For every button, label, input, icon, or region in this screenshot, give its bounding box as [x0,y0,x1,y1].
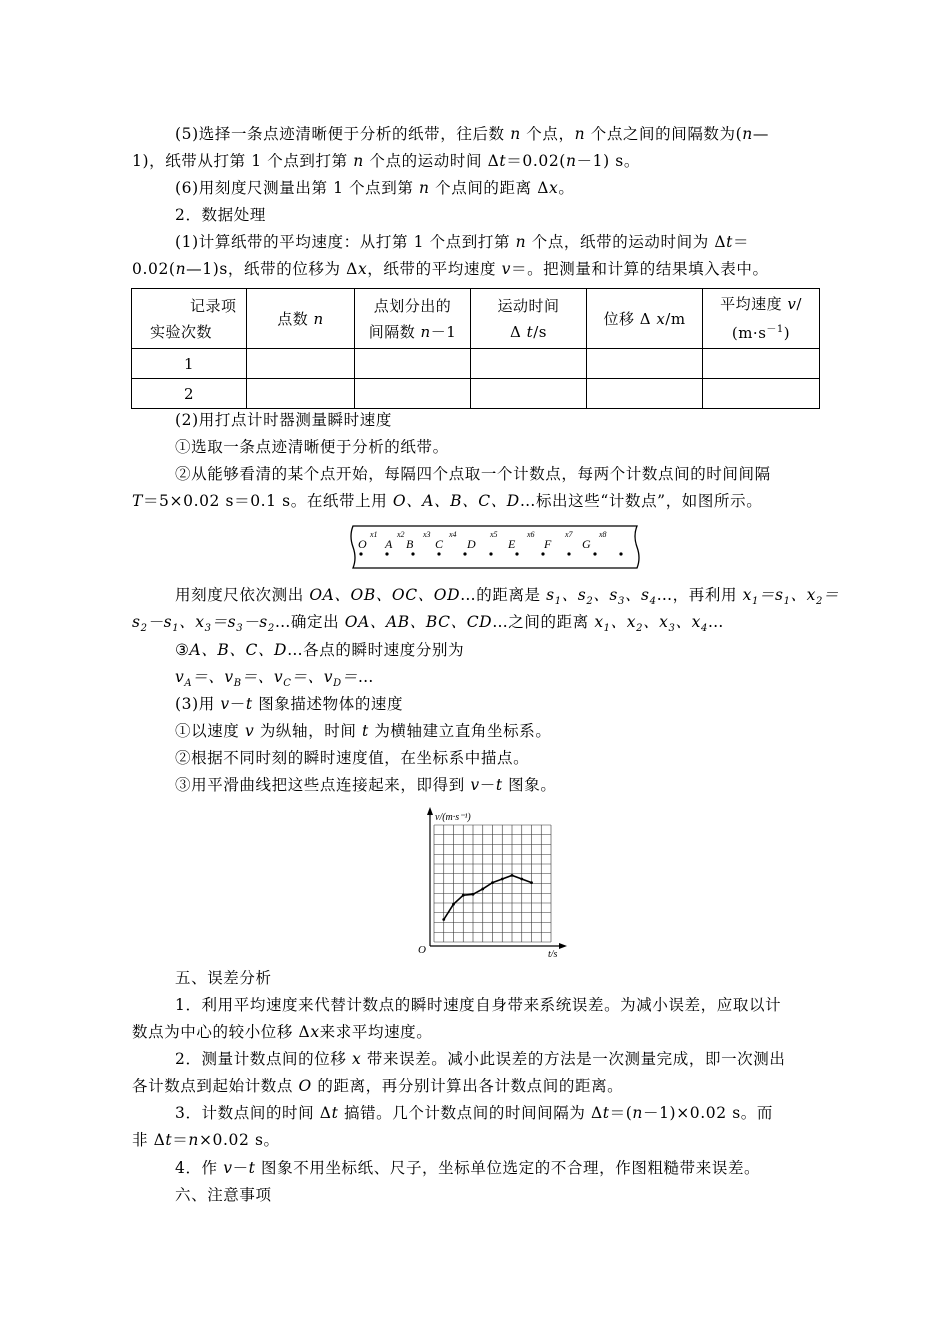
var: O [298,1077,312,1095]
text: 个点，纸带的运动时间为 Δ [526,233,727,251]
step-5-line-1 [175,124,769,144]
tape-label-G: G [582,537,591,551]
text: (3)用 [175,695,221,713]
text: － [232,1159,249,1177]
text: －1)×0.02 s。而 [642,1104,773,1122]
origin-label: O [418,944,426,956]
error-3-line-2 [132,1130,280,1150]
tape-gap-x4: x4 [449,530,457,539]
time-line-2 [471,319,586,345]
tape-gap-x7: x7 [565,530,573,539]
var: T [132,492,143,510]
x-axis-arrow [559,943,567,949]
var: v [220,695,230,713]
velocity-symbols-line [175,667,374,694]
text: 图象不用坐标纸、尺子，坐标单位选定的不合理，作图粗糙带来误差。 [255,1159,761,1177]
tape-dot [489,552,492,555]
table-header-row [132,289,820,349]
var: x [656,310,666,328]
data-point [481,888,484,891]
var: x [310,1023,320,1041]
table-corner-cell [132,289,247,349]
instant-step-2-line-1: ②从能够看清的某个点开始，每隔四个点取一个计数点，每两个计数点间的时间间隔 [175,465,771,483]
text: ③ [175,641,190,659]
text: / [796,295,802,313]
text: 非 Δ [132,1131,166,1149]
text: 4．作 [175,1159,224,1177]
text: 图象描述物体的速度 [252,695,404,713]
instant-step-1: ①选取一条点迹清晰便于分析的纸带。 [175,438,449,456]
tape-gap-x6: x6 [527,530,535,539]
text: ×0.02 s。 [198,1131,280,1149]
text: /s [533,322,547,341]
x-axis-label: t/s [548,949,558,960]
text: 1)，纸带从打第 1 个点到打第 [132,152,354,170]
data-point [520,878,523,881]
tape-labels [358,537,591,551]
text: ) [783,324,791,342]
text: — [752,125,769,143]
var: t [245,695,253,713]
instant-velocity-title: (2)用打点计时器测量瞬时速度 [175,411,392,429]
text: 点划分出的 [373,296,452,315]
var: n [632,1104,643,1122]
error-4-line [175,1158,760,1178]
vt-step-3 [175,775,556,795]
avg-velocity-line-1 [175,232,749,252]
x-series: $x_1$、$x_2$、$x_3$、$x_4$ [594,613,708,635]
var: t [331,1104,339,1122]
text: ＝ [733,233,750,251]
corner-bottom-label: 实验次数 [150,322,213,341]
var: n [419,179,430,197]
table-row [132,349,820,379]
velocity-symbols: $v_A=$、$v_B=$、$v_C=$、$v_D=$ [175,668,358,690]
var: n [574,125,586,143]
notes-title: 六、注意事项 [175,1186,272,1204]
text: 为纵轴，时间 [254,722,362,740]
var: t [495,776,503,794]
var: n [742,125,753,143]
var: x [549,179,559,197]
row-number: 1 [132,349,247,379]
text: 个点之间的间隔数为( [585,125,743,143]
text: － [229,695,246,713]
tape-dot [619,552,622,555]
text: /m [665,310,686,328]
text: 数点为中心的较小位移 Δ [132,1023,311,1041]
tape-label-C: C [435,537,444,551]
tape-dot [359,552,362,555]
velocity-line-2 [703,317,819,346]
instant-step-3 [175,640,464,660]
data-point [511,874,514,877]
cell [355,349,471,379]
x-def-1: $x_1=s_1$、$x_2=$ [742,586,840,608]
tape-label-B: B [406,537,414,551]
text: Δ [510,322,527,341]
tape-dot [541,552,544,555]
instant-step-2-line-2 [132,491,762,511]
text: … [357,668,374,686]
text: －1 [430,322,457,341]
cell [355,379,471,409]
text: (1)计算纸带的平均速度：从打第 1 个点到打第 [175,233,516,251]
corner-top-label: 记录项 [190,296,237,315]
error-2-line-1 [175,1049,785,1069]
error-analysis-title: 五、误差分析 [175,969,272,987]
tape-dot [567,552,570,555]
y-axis-arrow [427,807,433,815]
text: 图象。 [502,776,557,794]
step-5-line-2 [132,151,640,171]
text: ①以速度 [175,722,245,740]
cell [247,349,355,379]
var: n [353,152,364,170]
tape-dot [463,552,466,555]
var: t [248,1159,256,1177]
data-point [530,881,533,884]
error-3-line-1 [175,1103,773,1123]
text: …各点的瞬时速度分别为 [287,641,465,659]
var: v [223,1159,233,1177]
var: t [499,152,507,170]
cell [471,379,587,409]
var: n [510,125,521,143]
text: 3．计数点间的时间 Δ [175,1104,332,1122]
data-point [442,918,445,921]
text: －1) s。 [576,152,640,170]
measure-line-1 [175,585,839,612]
text: 位移 Δ [603,310,657,328]
data-point [501,878,504,881]
text: ＝( [609,1104,633,1122]
tape-points [359,552,622,555]
var: t [726,233,733,251]
tape-gap-x5: x5 [490,530,498,539]
text: … [707,613,725,631]
var: OA、AB、BC、CD [344,613,493,631]
section-data-processing-title: 2．数据处理 [175,206,266,224]
header-points [247,289,355,349]
tape-gap-x1: x1 [370,530,378,539]
var: O、A、B、C、D [392,492,520,510]
text: 为横轴建立直角坐标系。 [368,722,552,740]
var: n [175,260,187,278]
text: 个点， [520,125,575,143]
superscript: －1 [766,324,784,335]
var: t [165,1131,173,1149]
var: v [470,776,480,794]
text: 点数 [277,310,314,328]
tape-gap-x3: x3 [423,530,431,539]
row-number: 2 [132,379,247,409]
text: ＝0.02( [506,152,566,170]
error-1-line-2 [132,1022,432,1042]
text: 各计数点到起始计数点 [132,1077,299,1095]
tape-gap-x8: x8 [599,530,607,539]
text: 间隔数 [368,322,421,341]
record-table [131,288,820,409]
data-point [491,881,494,884]
cell [703,379,820,409]
var: t [526,322,534,341]
tape-dot [437,552,440,555]
tape-dot [411,552,414,555]
text: 个点的运动时间 Δ [363,152,500,170]
text: 带来误差。减小此误差的方法是一次测量完成，即一次测出 [361,1050,786,1068]
tape-label-E: E [508,537,516,551]
text: ＝。把测量和计算的结果填入表中。 [510,260,769,278]
text: 0.02( [132,260,176,278]
vt-step-1 [175,721,551,741]
s-series: $s_1$、$s_2$、$s_3$、$s_4$ [546,586,657,608]
cell [587,379,703,409]
tape-label-A: A [385,537,393,551]
velocity-points [442,874,533,921]
cell [471,349,587,379]
vt-graph [410,806,570,961]
var: v [501,260,511,278]
var: n [515,233,527,251]
cell [247,379,355,409]
var: n [565,152,577,170]
header-velocity [703,289,820,349]
text: 2．测量计数点间的位移 [175,1050,352,1068]
header-time [471,289,587,349]
x-def-2: $s_2-s_1$、$x_3=s_3-s_2$ [132,613,275,635]
var: x [352,1050,362,1068]
var: t [602,1104,610,1122]
tape-label-O: O [358,537,367,551]
text: 。 [558,179,575,197]
text: － [479,776,496,794]
tape-label-F: F [544,537,552,551]
avg-velocity-line-2 [132,259,769,279]
paper-tape-figure [345,524,641,570]
var: OA、OB、OC、OD [309,586,461,604]
text: 个点间的距离 Δ [429,179,550,197]
text: 来求平均速度。 [319,1023,433,1041]
text: (5)选择一条点迹清晰便于分析的纸带，往后数 [175,125,511,143]
text: …的距离是 [460,586,547,604]
cell [587,349,703,379]
var: t [361,722,369,740]
table-row [132,379,820,409]
text: …，再利用 [656,586,743,604]
tape-gap-x2: x2 [397,530,405,539]
text: …标出这些“计数点”，如图所示。 [519,492,763,510]
text: ＝ [172,1131,189,1149]
header-intervals [355,289,471,349]
text: —1)s，纸带的位移为 Δ [186,260,358,278]
text: (6)用刻度尺测量出第 1 个点到第 [175,179,419,197]
step-6-line [175,178,575,198]
var: v [244,722,255,740]
var: n [188,1131,199,1149]
text: …之间的距离 [492,613,595,631]
velocity-line-1 [703,291,819,317]
measure-line-2 [132,612,724,639]
tape-dot [593,552,596,555]
text: 平均速度 [720,295,788,313]
data-point [472,893,475,896]
tape-gap-labels [369,530,607,539]
error-2-line-2 [132,1076,623,1096]
var: n [313,310,324,328]
text: (m·s [731,324,767,342]
text: ③用平滑曲线把这些点连接起来，即得到 [175,776,471,794]
text: 的距离，再分别计算出各计数点间的距离。 [311,1077,624,1095]
var: v [787,295,797,313]
vt-title [175,694,403,714]
text: 搞错。几个计数点间的时间间隔为 Δ [338,1104,603,1122]
header-displacement [587,289,703,349]
text: …确定出 [274,613,345,631]
var: A、B、C、D [189,641,288,659]
text: 运动时间 [497,296,560,315]
var: x [357,260,368,278]
y-axis-label: v/(m·s⁻¹) [435,812,471,823]
vt-step-2: ②根据不同时刻的瞬时速度值，在坐标系中描点。 [175,749,530,767]
text: 用刻度尺依次测出 [175,586,310,604]
tape-dot [515,552,518,555]
tape-dot [385,552,388,555]
data-point [452,903,455,906]
var: n [420,322,431,341]
data-point [462,894,465,897]
text: ＝5×0.02 s＝0.1 s。在纸带上用 [142,492,393,510]
error-1-line-1: 1．利用平均速度来代替计数点的瞬时速度自身带来系统误差。为减小误差，应取以计 [175,996,782,1014]
cell [703,349,820,379]
text: ，纸带的平均速度 [367,260,502,278]
intervals-line-2 [355,319,470,345]
tape-label-D: D [467,537,476,551]
